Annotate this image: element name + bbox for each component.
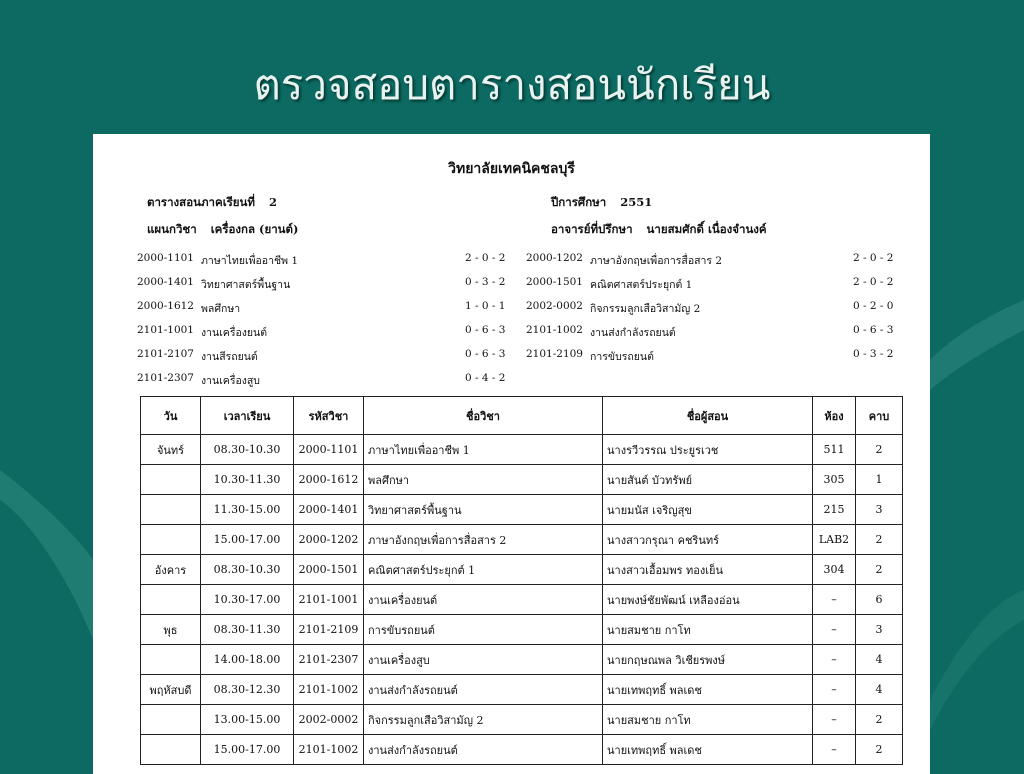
cell-day: จันทร์: [141, 435, 201, 465]
cell-room: 305: [813, 465, 856, 495]
course-code: 2101-2109: [526, 348, 583, 360]
cell-code: 2000-1401: [294, 495, 364, 525]
cell-room: –: [813, 675, 856, 705]
cell-subject: กิจกรรมลูกเสือวิสามัญ 2: [364, 705, 603, 735]
department-info: [147, 221, 298, 239]
year-value: 2551: [620, 195, 653, 209]
cell-teacher: นางสาวกรุณา คชรินทร์: [603, 525, 813, 555]
cell-day: [141, 525, 201, 555]
course-credit: 0 - 6 - 3: [465, 348, 506, 360]
course-name: พลศึกษา: [201, 303, 241, 315]
course-code: 2101-2307: [137, 372, 194, 384]
year-info: [551, 194, 652, 212]
course-name: การขับรถยนต์: [590, 351, 654, 363]
table-row: [141, 555, 903, 585]
cell-code: 2101-1001: [294, 585, 364, 615]
course-name: วิทยาศาสตร์พื้นฐาน: [201, 279, 291, 291]
course-name: งานเครื่องสูบ: [201, 375, 260, 387]
slide-title: ตรวจสอบตารางสอนนักเรียน: [253, 60, 771, 109]
course-code: 2002-0002: [526, 300, 583, 312]
cell-teacher: นายมนัส เจริญสุข: [603, 495, 813, 525]
course-name: ภาษาไทยเพื่ออาชีพ 1: [201, 255, 299, 267]
semester-info: [147, 194, 277, 212]
cell-time: 13.00-15.00: [201, 705, 294, 735]
course-row: [137, 252, 907, 276]
header-code: รหัสวิชา: [294, 397, 364, 435]
course-name: งานเครื่องยนต์: [201, 327, 268, 339]
course-name: งานสีรถยนต์: [201, 351, 258, 363]
table-row: [141, 435, 903, 465]
header-time: เวลาเรียน: [201, 397, 294, 435]
table-row: [141, 525, 903, 555]
cell-day: [141, 645, 201, 675]
course-row: [137, 348, 907, 372]
cell-periods: 3: [856, 615, 903, 645]
cell-day: พฤหัสบดี: [141, 675, 201, 705]
cell-code: 2101-1002: [294, 735, 364, 765]
header-teacher: ชื่อผู้สอน: [603, 397, 813, 435]
cell-teacher: นายพงษ์ชัยพัฒน์ เหลืองอ่อน: [603, 585, 813, 615]
advisor-info: [551, 221, 767, 239]
cell-code: 2000-1501: [294, 555, 364, 585]
cell-time: 08.30-10.30: [201, 435, 294, 465]
table-row: [141, 585, 903, 615]
table-row: [141, 705, 903, 735]
cell-day: [141, 495, 201, 525]
cell-day: [141, 465, 201, 495]
cell-room: –: [813, 735, 856, 765]
cell-time: 08.30-12.30: [201, 675, 294, 705]
cell-teacher: นายสันต์ บัวทรัพย์: [603, 465, 813, 495]
course-credit: 0 - 4 - 2: [465, 372, 506, 384]
cell-subject: ภาษาไทยเพื่ออาชีพ 1: [364, 435, 603, 465]
course-code: 2101-1001: [137, 324, 194, 336]
course-code: 2000-1501: [526, 276, 583, 288]
cell-time: 15.00-17.00: [201, 525, 294, 555]
cell-subject: พลศึกษา: [364, 465, 603, 495]
table-row: [141, 615, 903, 645]
cell-periods: 2: [856, 435, 903, 465]
cell-subject: คณิตศาสตร์ประยุกต์ 1: [364, 555, 603, 585]
department-value: เครื่องกล (ยานต์): [210, 222, 299, 236]
cell-teacher: นางสาวเอื้อมพร ทองเย็น: [603, 555, 813, 585]
course-name: ภาษาอังกฤษเพื่อการสื่อสาร 2: [590, 255, 723, 267]
cell-code: 2002-0002: [294, 705, 364, 735]
course-credit: 0 - 6 - 3: [853, 324, 894, 336]
table-header-row: [141, 397, 903, 435]
course-credit: 0 - 3 - 2: [465, 276, 506, 288]
cell-teacher: นายสมชาย กาโท: [603, 705, 813, 735]
cell-periods: 3: [856, 495, 903, 525]
advisor-label: อาจารย์ที่ปรึกษา: [551, 222, 633, 236]
cell-subject: งานส่งกำลังรถยนต์: [364, 675, 603, 705]
cell-periods: 1: [856, 465, 903, 495]
cell-room: 215: [813, 495, 856, 525]
department-label: แผนกวิชา: [147, 222, 197, 236]
cell-periods: 2: [856, 705, 903, 735]
cell-periods: 4: [856, 675, 903, 705]
cell-room: –: [813, 645, 856, 675]
cell-time: 11.30-15.00: [201, 495, 294, 525]
course-code: 2000-1202: [526, 252, 583, 264]
cell-day: [141, 705, 201, 735]
cell-day: อังคาร: [141, 555, 201, 585]
semester-label: ตารางสอนภาคเรียนที่: [147, 195, 255, 209]
cell-day: [141, 585, 201, 615]
cell-code: 2000-1612: [294, 465, 364, 495]
cell-periods: 2: [856, 555, 903, 585]
cell-code: 2101-2109: [294, 615, 364, 645]
schedule-table: [140, 396, 903, 765]
course-credit: 2 - 0 - 2: [465, 252, 506, 264]
header-room: ห้อง: [813, 397, 856, 435]
cell-code: 2101-1002: [294, 675, 364, 705]
cell-day: [141, 735, 201, 765]
course-code: 2101-1002: [526, 324, 583, 336]
header-periods: คาบ: [856, 397, 903, 435]
course-code: 2000-1612: [137, 300, 194, 312]
cell-periods: 2: [856, 525, 903, 555]
course-list: [137, 252, 907, 396]
cell-subject: งานเครื่องสูบ: [364, 645, 603, 675]
course-row: [137, 300, 907, 324]
course-row: [137, 276, 907, 300]
course-row: [137, 372, 907, 396]
cell-code: 2000-1101: [294, 435, 364, 465]
cell-day: พุธ: [141, 615, 201, 645]
table-row: [141, 735, 903, 765]
cell-teacher: นางรวีวรรณ ประยูรเวช: [603, 435, 813, 465]
table-row: [141, 495, 903, 525]
course-name: งานส่งกำลังรถยนต์: [590, 327, 676, 339]
cell-time: 15.00-17.00: [201, 735, 294, 765]
cell-code: 2101-2307: [294, 645, 364, 675]
table-row: [141, 675, 903, 705]
semester-value: 2: [268, 195, 277, 209]
cell-teacher: นายกฤษณพล วิเชียรพงษ์: [603, 645, 813, 675]
course-credit: 2 - 0 - 2: [853, 276, 894, 288]
cell-time: 10.30-11.30: [201, 465, 294, 495]
course-code: 2000-1401: [137, 276, 194, 288]
cell-time: 10.30-17.00: [201, 585, 294, 615]
advisor-value: นายสมศักดิ์ เนื่องจำนงค์: [646, 222, 767, 236]
course-name: กิจกรรมลูกเสือวิสามัญ 2: [590, 303, 701, 315]
header-day: วัน: [141, 397, 201, 435]
cell-teacher: นายเทพฤทธิ์ พลเดช: [603, 735, 813, 765]
cell-periods: 2: [856, 735, 903, 765]
year-label: ปีการศึกษา: [551, 195, 607, 209]
cell-teacher: นายเทพฤทธิ์ พลเดช: [603, 675, 813, 705]
cell-time: 08.30-11.30: [201, 615, 294, 645]
header-subject: ชื่อวิชา: [364, 397, 603, 435]
cell-teacher: นายสมชาย กาโท: [603, 615, 813, 645]
table-row: [141, 465, 903, 495]
cell-room: –: [813, 585, 856, 615]
cell-subject: งานส่งกำลังรถยนต์: [364, 735, 603, 765]
cell-periods: 4: [856, 645, 903, 675]
course-name: คณิตศาสตร์ประยุกต์ 1: [590, 279, 693, 291]
cell-time: 08.30-10.30: [201, 555, 294, 585]
cell-room: –: [813, 615, 856, 645]
cell-room: LAB2: [813, 525, 856, 555]
cell-subject: ภาษาอังกฤษเพื่อการสื่อสาร 2: [364, 525, 603, 555]
schedule-document: [93, 134, 930, 774]
course-credit: 1 - 0 - 1: [465, 300, 506, 312]
cell-subject: วิทยาศาสตร์พื้นฐาน: [364, 495, 603, 525]
cell-room: 304: [813, 555, 856, 585]
course-credit: 0 - 2 - 0: [853, 300, 894, 312]
table-row: [141, 645, 903, 675]
course-credit: 0 - 3 - 2: [853, 348, 894, 360]
course-credit: 0 - 6 - 3: [465, 324, 506, 336]
course-credit: 2 - 0 - 2: [853, 252, 894, 264]
college-name: วิทยาลัยเทคนิคชลบุรี: [448, 161, 575, 177]
course-code: 2000-1101: [137, 252, 194, 264]
cell-time: 14.00-18.00: [201, 645, 294, 675]
cell-subject: งานเครื่องยนต์: [364, 585, 603, 615]
course-code: 2101-2107: [137, 348, 194, 360]
cell-room: –: [813, 705, 856, 735]
cell-code: 2000-1202: [294, 525, 364, 555]
cell-room: 511: [813, 435, 856, 465]
cell-subject: การขับรถยนต์: [364, 615, 603, 645]
cell-periods: 6: [856, 585, 903, 615]
course-row: [137, 324, 907, 348]
